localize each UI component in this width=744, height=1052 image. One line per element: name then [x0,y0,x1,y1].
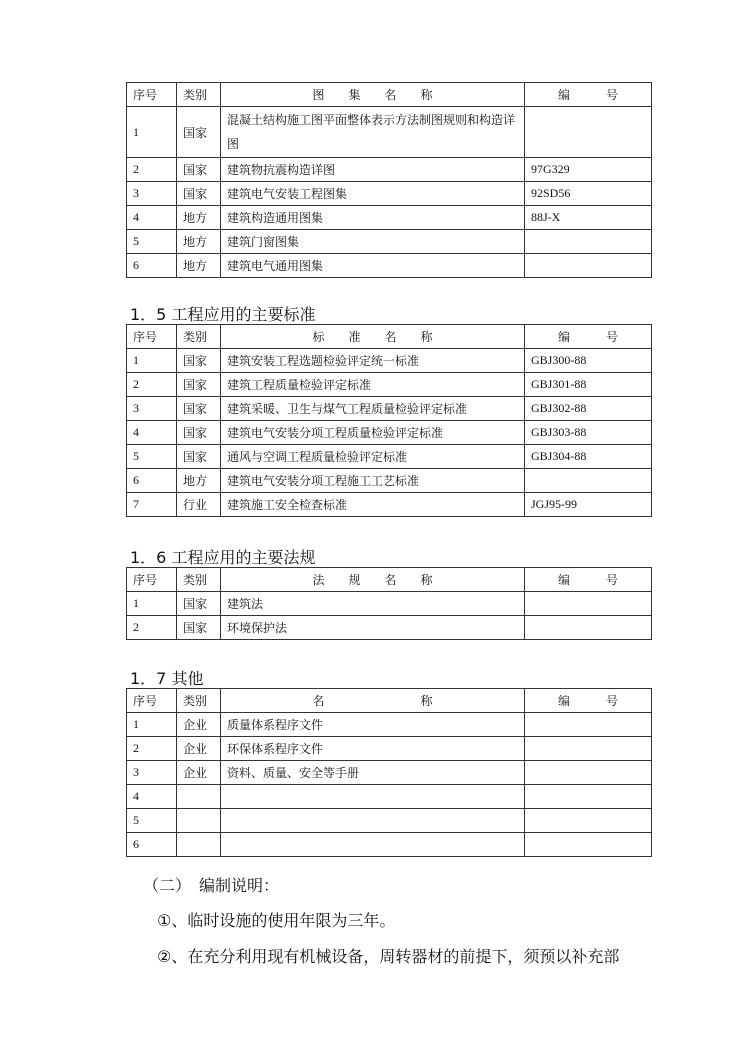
row-number: 6 [127,833,177,857]
row-name [221,809,525,833]
row-category: 国家 [177,592,221,616]
table-row [127,469,652,493]
table-row [127,254,652,278]
row-number: 2 [127,737,177,761]
column-header: 法 规 名 称 [221,568,525,592]
row-number: 1 [127,592,177,616]
row-number: 6 [127,254,177,278]
row-category: 地方 [177,206,221,230]
regulations-table [126,567,652,640]
table-row [127,785,652,809]
row-category: 企业 [177,737,221,761]
row-number: 3 [127,397,177,421]
table-row [127,761,652,785]
table-row [127,737,652,761]
row-number: 3 [127,761,177,785]
row-code: GBJ302-88 [525,397,652,421]
row-code [525,713,652,737]
row-name: 通风与空调工程质量检验评定标准 [221,445,525,469]
row-name: 质量体系程序文件 [221,713,525,737]
row-name: 建筑电气安装工程图集 [221,182,525,206]
row-name: 建筑门窗图集 [221,230,525,254]
row-category: 国家 [177,397,221,421]
row-code: 88J-X [525,206,652,230]
row-name [221,833,525,857]
table-row [127,158,652,182]
table-row [127,445,652,469]
row-category: 国家 [177,158,221,182]
row-number: 2 [127,616,177,640]
column-header: 标 准 名 称 [221,325,525,349]
row-number: 1 [127,713,177,737]
section-heading-other: 1．7 其他 [130,669,204,688]
row-code [525,469,652,493]
row-number: 4 [127,421,177,445]
row-number: 7 [127,493,177,517]
row-code: 92SD56 [525,182,652,206]
row-code [525,592,652,616]
row-number: 6 [127,469,177,493]
row-code [525,833,652,857]
row-code [525,737,652,761]
row-category: 国家 [177,349,221,373]
row-name: 环境保护法 [221,616,525,640]
table-row [127,421,652,445]
row-name: 建筑物抗震构造详图 [221,158,525,182]
table-row [127,206,652,230]
row-number: 2 [127,158,177,182]
table-row [127,616,652,640]
column-header: 类别 [177,325,221,349]
table-header-row [127,568,652,592]
row-name [221,785,525,809]
table-header-row [127,325,652,349]
standards-table [126,324,652,517]
notes-item-1: ①、临时设施的使用年限为三年。 [157,911,396,930]
table-row [127,493,652,517]
row-code: GBJ300-88 [525,349,652,373]
row-category [177,809,221,833]
row-name: 环保体系程序文件 [221,737,525,761]
table-row [127,349,652,373]
section-heading-regulations: 1．6 工程应用的主要法规 [130,548,316,567]
row-number: 5 [127,230,177,254]
column-header: 序号 [127,568,177,592]
table-row [127,182,652,206]
row-name: 建筑工程质量检验评定标准 [221,373,525,397]
row-name: 建筑法 [221,592,525,616]
row-name: 混凝土结构施工图平面整体表示方法制图规则和构造详图 [221,107,525,158]
row-code [525,254,652,278]
row-code: 97G329 [525,158,652,182]
table-row [127,809,652,833]
table-header-row [127,689,652,713]
column-header: 编 号 [525,689,652,713]
notes-title: （二） 编制说明： [143,876,280,895]
table-header-row [127,83,652,107]
table-row [127,713,652,737]
row-category: 国家 [177,445,221,469]
row-code [525,785,652,809]
row-category: 国家 [177,373,221,397]
column-header: 序号 [127,689,177,713]
row-category: 行业 [177,493,221,517]
section-heading-standards: 1．5 工程应用的主要标准 [130,305,316,324]
row-number: 4 [127,785,177,809]
row-number: 2 [127,373,177,397]
column-header: 序号 [127,325,177,349]
atlas-table [126,82,652,278]
column-header: 序号 [127,83,177,107]
table-row [127,397,652,421]
row-number: 5 [127,809,177,833]
row-code [525,107,652,158]
row-category [177,833,221,857]
row-category: 国家 [177,421,221,445]
row-code [525,616,652,640]
row-category: 国家 [177,616,221,640]
row-number: 3 [127,182,177,206]
row-code: GBJ304-88 [525,445,652,469]
column-header: 编 号 [525,568,652,592]
row-name: 建筑采暖、卫生与煤气工程质量检验评定标准 [221,397,525,421]
column-header: 名 称 [221,689,525,713]
row-name: 建筑电气通用图集 [221,254,525,278]
column-header: 图 集 名 称 [221,83,525,107]
row-category: 国家 [177,107,221,158]
column-header: 类别 [177,568,221,592]
row-category: 地方 [177,469,221,493]
row-number: 1 [127,349,177,373]
row-name: 建筑电气安装分项工程施工工艺标准 [221,469,525,493]
row-category: 地方 [177,230,221,254]
table-row [127,230,652,254]
row-name: 资料、质量、安全等手册 [221,761,525,785]
column-header: 编 号 [525,83,652,107]
row-category: 企业 [177,713,221,737]
column-header: 类别 [177,689,221,713]
row-name: 建筑构造通用图集 [221,206,525,230]
row-number: 5 [127,445,177,469]
row-code: GBJ303-88 [525,421,652,445]
column-header: 类别 [177,83,221,107]
table-row [127,592,652,616]
row-category: 国家 [177,182,221,206]
row-name: 建筑施工安全检查标准 [221,493,525,517]
column-header: 编 号 [525,325,652,349]
table-row [127,833,652,857]
row-category: 企业 [177,761,221,785]
row-code: GBJ301-88 [525,373,652,397]
row-category: 地方 [177,254,221,278]
row-name: 建筑电气安装分项工程质量检验评定标准 [221,421,525,445]
other-table [126,688,652,857]
row-code [525,230,652,254]
row-number: 1 [127,107,177,158]
table-row [127,107,652,158]
table-row [127,373,652,397]
row-category [177,785,221,809]
row-code: JGJ95-99 [525,493,652,517]
row-number: 4 [127,206,177,230]
notes-item-2: ②、在充分利用现有机械设备，周转器材的前提下，须预以补充部 [157,947,620,966]
row-code [525,761,652,785]
row-name: 建筑安装工程选题检验评定统一标准 [221,349,525,373]
row-code [525,809,652,833]
